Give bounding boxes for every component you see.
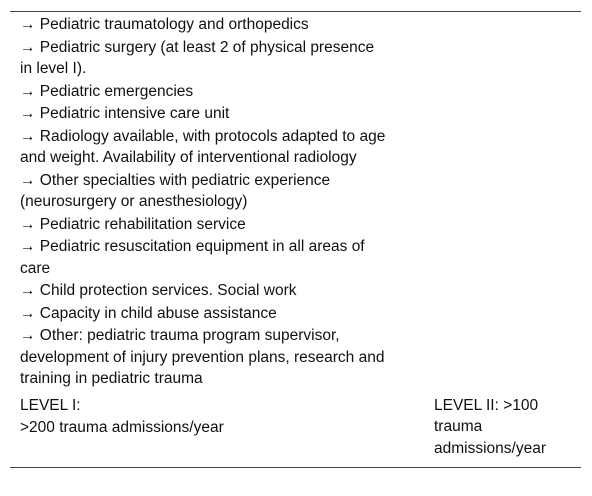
requirement-item: → Pediatric emergencies <box>20 82 194 100</box>
level-2-cell: LEVEL II: >100 trauma admissions/year <box>434 396 546 457</box>
level-1-cell <box>20 395 320 440</box>
requirements-cell <box>10 12 581 390</box>
requirement-item: → Capacity in child abuse assistance <box>20 304 277 322</box>
requirement-item: → Pediatric traumatology and orthopedics <box>20 16 309 33</box>
requirement-item: → Pediatric resuscitation equipment in all areas of care <box>20 238 365 277</box>
requirement-item: → Other specialties with pediatric experience (neurosurgery or anesthesiology) <box>20 171 331 210</box>
requirement-item: → Pediatric surgery (at least 2 of physical presence in level I). <box>20 38 375 77</box>
level-1-admissions: >200 trauma admissions/year <box>20 419 224 436</box>
level-1-label: LEVEL I: <box>20 396 81 414</box>
requirement-item: → Radiology available, with protocols adapted to age and weight. Availability of interventional radiology <box>20 127 386 166</box>
requirements-list <box>20 14 388 390</box>
requirements-table <box>10 11 581 468</box>
requirement-item: → Child protection services. Social work <box>20 282 297 299</box>
levels-row <box>10 395 581 467</box>
requirement-item: → Other: pediatric trauma program supervisor, development of injury prevention plans, research and training in pediatric trauma <box>20 327 385 387</box>
requirement-item: → Pediatric intensive care unit <box>20 105 230 122</box>
requirement-item: → Pediatric rehabilitation service <box>20 215 246 233</box>
